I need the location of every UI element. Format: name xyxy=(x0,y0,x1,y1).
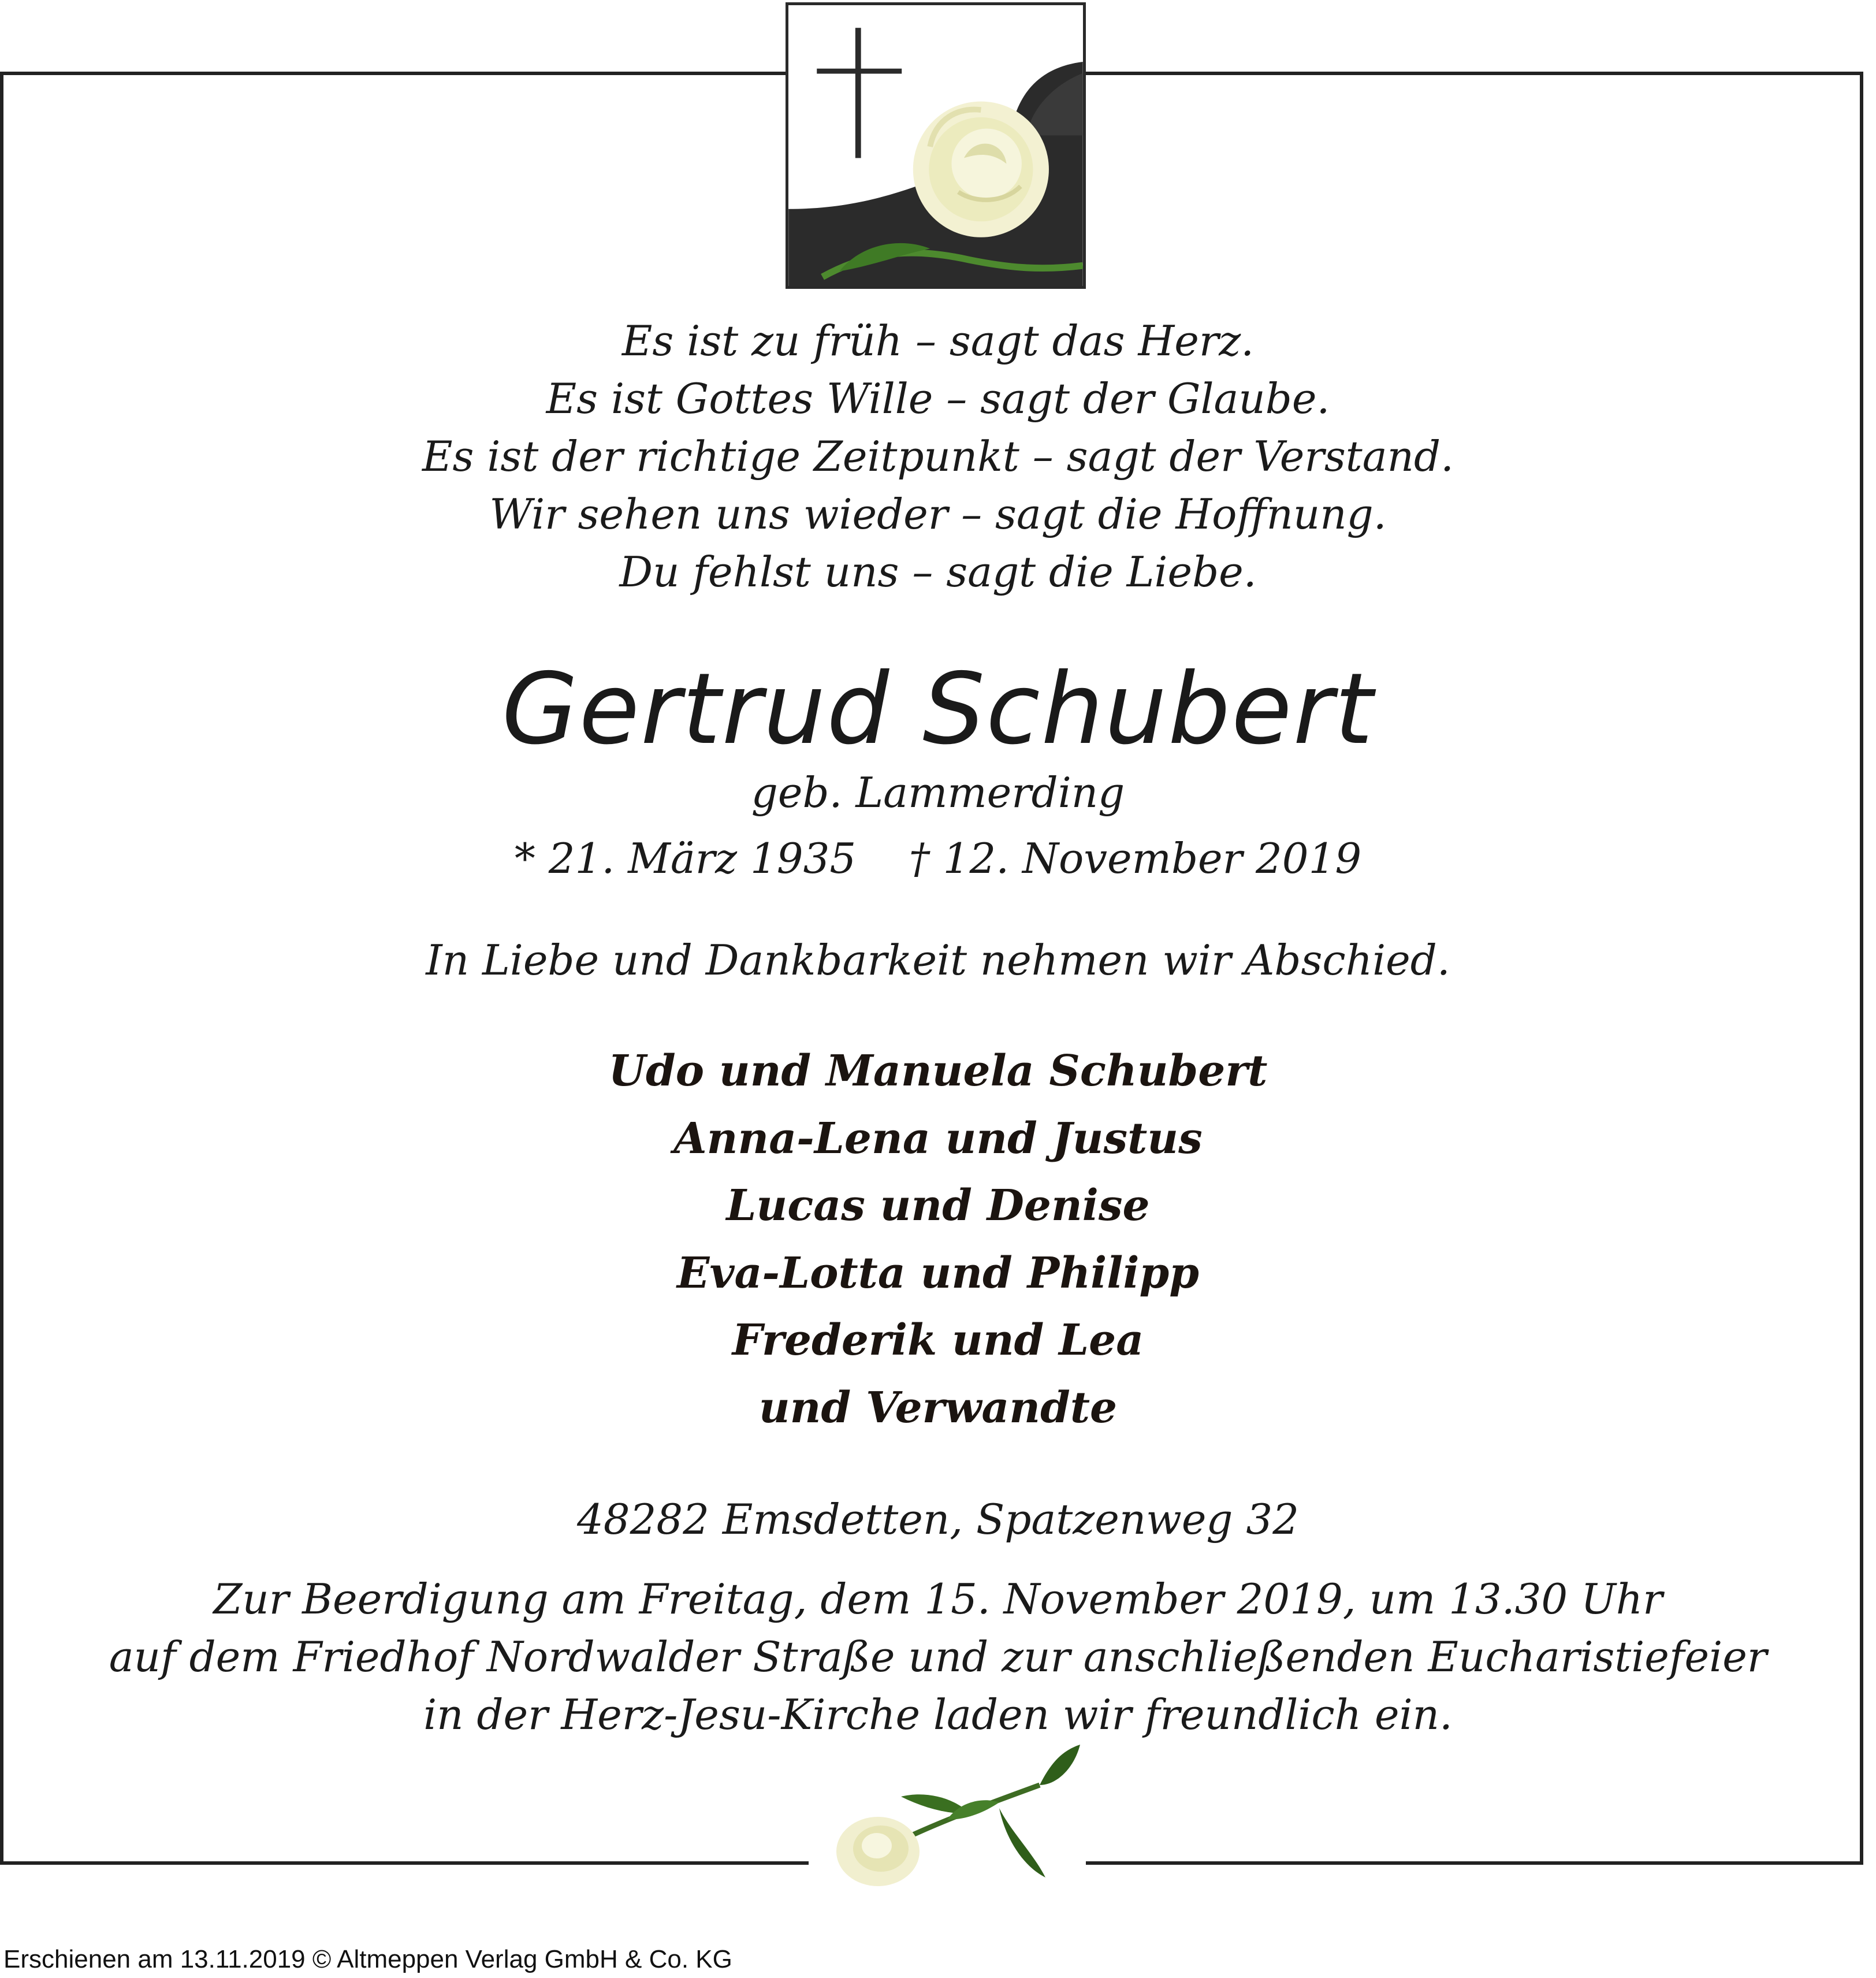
poem-line: Du fehlst uns – sagt die Liebe. xyxy=(619,548,1257,596)
cross-with-white-rose-icon xyxy=(786,2,1086,289)
poem-line: Es ist Gottes Wille – sagt der Glaube. xyxy=(546,374,1330,423)
poem-line: Es ist zu früh – sagt das Herz. xyxy=(621,317,1255,365)
address: 48282 Emsdetten, Spatzenweg 32 xyxy=(576,1495,1300,1544)
funeral-notice xyxy=(0,1570,1876,1743)
mourner: Udo und Manuela Schubert xyxy=(608,1046,1268,1096)
mourner: Lucas und Denise xyxy=(726,1181,1150,1230)
life-dates: * 21. März 1935 † 12. November 2019 xyxy=(514,834,1362,883)
mourner: Anna-Lena und Justus xyxy=(673,1113,1203,1163)
poem-line: Es ist der richtige Zeitpunkt – sagt der Verstand. xyxy=(422,432,1454,481)
poem-line: Wir sehen uns wieder – sagt die Hoffnung. xyxy=(489,490,1387,538)
deceased-name: Gertrud Schubert xyxy=(501,652,1375,767)
farewell-line: In Liebe und Dankbarkeit nehmen wir Abschied. xyxy=(426,936,1450,984)
funeral-line: auf dem Friedhof Nordwalder Straße und zur anschließenden Eucharistiefeier xyxy=(109,1633,1767,1681)
mourner: Frederik und Lea xyxy=(732,1315,1144,1365)
maiden-name: geb. Lammerding xyxy=(751,768,1125,817)
publication-footer: Erschienen am 13.11.2019 © Altmeppen Verlag GmbH & Co. KG xyxy=(3,1945,732,1973)
mourner: und Verwandte xyxy=(758,1382,1118,1433)
white-rose-icon xyxy=(809,1739,1086,1895)
funeral-line: in der Herz-Jesu-Kirche laden wir freundlich ein. xyxy=(423,1690,1453,1739)
poem xyxy=(0,312,1876,601)
mourner: Eva-Lotta und Philipp xyxy=(677,1248,1199,1298)
funeral-line: Zur Beerdigung am Freitag, dem 15. November 2019, um 13.30 Uhr xyxy=(213,1575,1663,1623)
mourners-list xyxy=(0,1038,1876,1441)
